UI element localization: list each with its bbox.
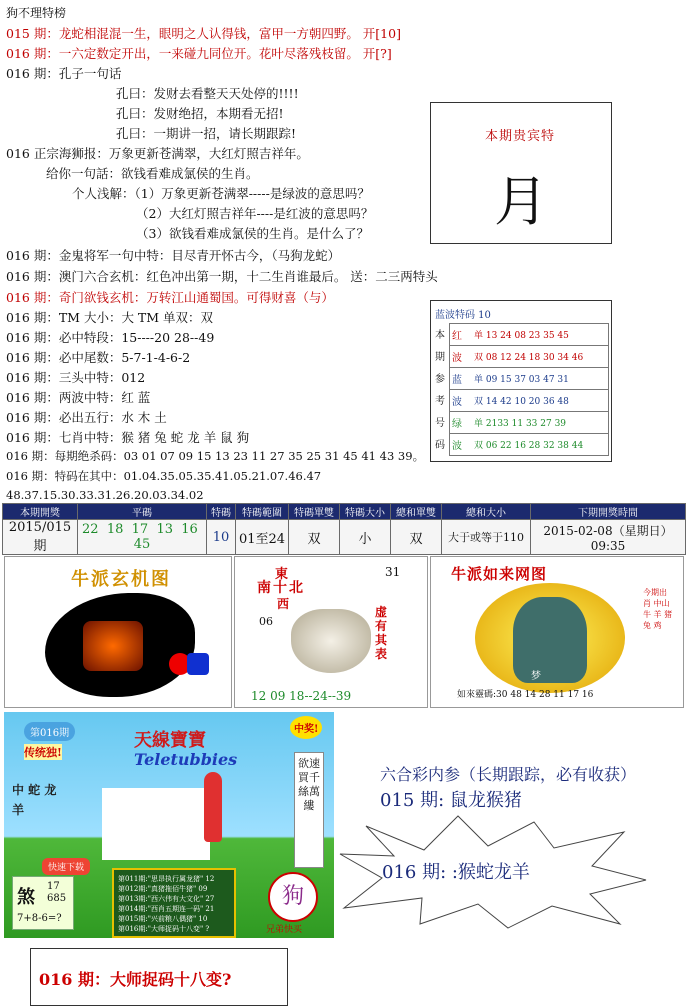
panel3-bottom-numbers: 如來靈碼:30 48 14 28 11 17 16 <box>457 690 594 700</box>
history-list-box <box>112 868 236 938</box>
teletubbies-tag1: 传统独! <box>24 746 62 759</box>
panel2-bottom-numbers: 12 09 18--24--39 <box>251 689 352 703</box>
header-cell: 總和大小 <box>442 504 531 520</box>
text-line-17: 016 期：必中尾数：5-7-1-4-6-2 <box>6 350 191 365</box>
vert-char: 码 <box>435 440 445 451</box>
blue-box-row <box>449 323 609 346</box>
row-numbers: 双 14 42 10 20 36 48 <box>474 397 569 407</box>
ball-number: 17 <box>131 522 149 537</box>
text-line-15: 016 期：TM 大小：大 TM 单双：双 <box>6 310 214 325</box>
header-cell: 特碼 <box>207 504 236 520</box>
buddha-shape <box>513 597 587 683</box>
text-line-9: 个人浅解：（1）万象更新苍满翠-----是绿波的意思吗？ <box>72 186 370 201</box>
blue-box-row <box>449 367 609 390</box>
row-label: 波 <box>452 441 462 452</box>
ball-number: 18 <box>106 522 124 537</box>
teletubbies-title-en: Teletubbies <box>134 750 238 769</box>
sum-odd-even-cell: 双 <box>391 520 442 555</box>
teletubbies-download-label: 快速下载 <box>42 858 90 875</box>
range-cell: 01至24 <box>236 520 289 555</box>
text-line-21: 016 期：七肖中特：猴 猪 兔 蛇 龙 羊 鼠 狗 <box>6 430 250 445</box>
panel2-number-31: 31 <box>385 565 401 579</box>
ten-bottom: 7+8-6=? <box>17 913 62 924</box>
text-line-6: 孔曰：一期讲一招，请长期跟踪! <box>116 126 297 141</box>
text-line-23: 016 期：特码在其中：01.04.35.05.35.41.05.21.07.46.47 <box>6 469 322 483</box>
puzzle-image-niupai <box>4 556 232 708</box>
blue-box-vertical-label <box>433 325 447 457</box>
month-box-character: 月 <box>494 170 548 233</box>
text-line-3: 016 期：孔子一句话 <box>6 66 122 81</box>
header-cell: 本期開獎 <box>3 504 78 520</box>
blue-number-box <box>430 300 612 462</box>
sum-size-cell: 大于或等于110 <box>442 520 531 555</box>
page-title: 狗不理特榜 <box>6 6 67 20</box>
blue-box-row <box>449 433 609 456</box>
row-numbers: 单 09 15 37 03 47 31 <box>474 375 569 385</box>
text-line-12: 016 期：金鬼将军一句中特：目尽青开怀古今，（马狗龙蛇） <box>6 248 341 263</box>
draw-result-table <box>2 503 686 555</box>
right-bottom-line3: 016 期: :猴蛇龙羊 <box>382 862 530 883</box>
text-line-2: 016 期：一六定数定开出，一来碰九同位开。花叶尽落残枝留。 开[?] <box>6 46 392 61</box>
teletubbies-left-chars: 中 蛇 龙 羊 <box>12 783 57 817</box>
skull-shape <box>291 609 371 673</box>
teletubbies-badge: 第016期 <box>24 722 75 741</box>
row-numbers: 双 08 12 24 18 30 34 46 <box>474 353 584 363</box>
normal-numbers-cell <box>78 520 207 555</box>
history-item: 第015期:"兴前粮八偶猪" 10 <box>118 915 208 923</box>
text-line-14: 016 期：奇门欲钱玄机：万转江山通蜀国。可得财喜（与） <box>6 290 334 305</box>
footer-text: 016 期：大师捉码十八变? <box>39 970 232 989</box>
header-cell: 總和單雙 <box>391 504 442 520</box>
row-numbers: 双 06 22 16 28 32 38 44 <box>474 441 584 451</box>
history-item: 第012期:"真猪拖佰牛猪" 09 <box>118 885 208 893</box>
blue-box-row <box>449 389 609 412</box>
header-cell: 特碼單雙 <box>289 504 340 520</box>
vert-char: 期 <box>435 352 445 363</box>
ten-box <box>12 876 74 930</box>
vert-char: 本 <box>435 330 445 341</box>
ten-char: 煞 <box>17 887 35 908</box>
vert-char: 号 <box>435 418 445 429</box>
right-bottom-line1: 六合彩内参（长期跟踪，必有收获） <box>380 765 637 784</box>
month-box-header: 本期贵宾特 <box>484 129 555 144</box>
blue-box-row <box>449 345 609 368</box>
footer-box <box>30 948 288 1006</box>
next-time-cell: 2015-02-08（星期日）09:35 <box>531 520 686 555</box>
panel3-side-text: 今期出肖 中山 牛 羊 猪 兔 鸡 <box>643 588 673 630</box>
puzzle-image-buddha <box>430 556 684 708</box>
teletubbies-vertical-text: 欲速買千絲萬縷 <box>294 752 324 868</box>
dog-subtitle: 兄弟快买 <box>266 925 303 935</box>
panel3-base-char: 梦 <box>531 671 541 682</box>
row-numbers: 单 13 24 08 23 35 45 <box>474 331 569 341</box>
text-line-10: （2）大红灯照吉祥年----是红波的意思吗？ <box>136 206 374 221</box>
blue-box-title: 蓝波特码 10 <box>435 310 491 321</box>
header-cell: 平碼 <box>78 504 207 520</box>
row-label: 蓝 <box>452 375 462 386</box>
panel2-west: 西 <box>277 597 290 611</box>
text-line-4: 孔曰：发财去看整天天处停的!!!! <box>116 86 299 101</box>
row-label: 绿 <box>452 419 462 430</box>
size-cell: 小 <box>340 520 391 555</box>
panel2-directions: 南十北 <box>257 580 305 596</box>
teletubbies-tag2: 中奖! <box>290 716 322 739</box>
header-cell: 特碼範圍 <box>236 504 289 520</box>
text-line-5: 孔曰：发财绝招，本期看无招! <box>116 106 284 121</box>
header-cell: 下期開獎時間 <box>531 504 686 520</box>
blue-box-row <box>449 411 609 434</box>
text-line-20: 016 期：必出五行：水 木 土 <box>6 410 167 425</box>
vert-char: 考 <box>435 396 445 407</box>
text-line-7: 016 正宗海狮报：万象更新苍满翠，大红灯照吉祥年。 <box>6 146 309 161</box>
text-line-1: 015 期：龙蛇相混混一生，眼明之人认得钱，富甲一方朝四野。 开[10] <box>6 26 401 41</box>
odd-even-cell: 双 <box>289 520 340 555</box>
draw-table-value-row <box>3 520 686 555</box>
fire-figure-shape <box>83 621 143 671</box>
panel2-east: 東 <box>275 567 289 582</box>
right-bottom-line2: 015 期: 鼠龙猴猪 <box>380 790 522 811</box>
panel1-title: 牛派玄机图 <box>71 569 171 590</box>
teletubbies-poster <box>4 712 334 938</box>
row-label: 红 <box>452 331 462 342</box>
panel3-title: 牛派如来网图 <box>451 565 548 583</box>
period-cell: 2015/015期 <box>3 520 78 555</box>
history-item: 第016期:"大师捉码十八变" ? <box>118 925 210 933</box>
text-line-8: 给你一句話：欲钱看难成氯侯的生肖。 <box>46 166 259 181</box>
draw-table-header-row <box>3 504 686 520</box>
puzzle-image-skull <box>234 556 428 708</box>
ten-numbers: 17 685 <box>47 881 67 904</box>
panel2-side-text: 虚有其表 <box>375 605 388 661</box>
red-teletubby-shape <box>204 772 222 842</box>
history-item: 第013期:"西六伟有大文化" 27 <box>118 895 215 903</box>
special-number-cell: 10 <box>207 520 236 555</box>
text-line-16: 016 期：必中特段：15----20 28--49 <box>6 330 215 345</box>
white-blank-block <box>102 788 210 860</box>
dog-circle: 狗 <box>268 872 318 922</box>
vert-char: 参 <box>435 374 445 385</box>
month-box <box>430 102 612 244</box>
text-line-19: 016 期：两波中特：红 蓝 <box>6 390 151 405</box>
text-line-22: 016 期：每期绝杀码：03 01 07 09 15 13 23 11 27 35 25 31 45 41 43 39。 <box>6 449 425 463</box>
ball-number: 13 <box>156 522 174 537</box>
ball-number: 45 <box>133 537 151 552</box>
panel2-number-06: 06 <box>259 615 273 628</box>
text-line-18: 016 期：三头中特：012 <box>6 370 146 385</box>
text-line-11: （3）欲钱看难成氯侯的生肖。是什么了？ <box>136 226 369 241</box>
header-cell: 特碼大小 <box>340 504 391 520</box>
row-label: 波 <box>452 397 462 408</box>
row-numbers: 单 2133 11 33 27 39 <box>474 419 567 429</box>
row-label: 波 <box>452 353 462 364</box>
text-line-13: 016 期：澳门六合玄机：红色冲出第一期，十二生肖谁最后。 送：二三两特头 <box>6 269 438 284</box>
history-item: 第014期:"西肖五期连一码" 21 <box>118 905 215 913</box>
text-line-24: 48.37.15.30.33.31.26.20.03.34.02 <box>6 488 204 502</box>
blue-dot-shape <box>187 653 209 675</box>
ball-number: 22 <box>82 522 99 537</box>
ball-number: 16 <box>181 522 198 537</box>
teletubbies-title-cn: 天線寶寶 <box>134 730 206 751</box>
history-item: 第011期:"思昂执行属龙猪" 12 <box>118 875 215 883</box>
